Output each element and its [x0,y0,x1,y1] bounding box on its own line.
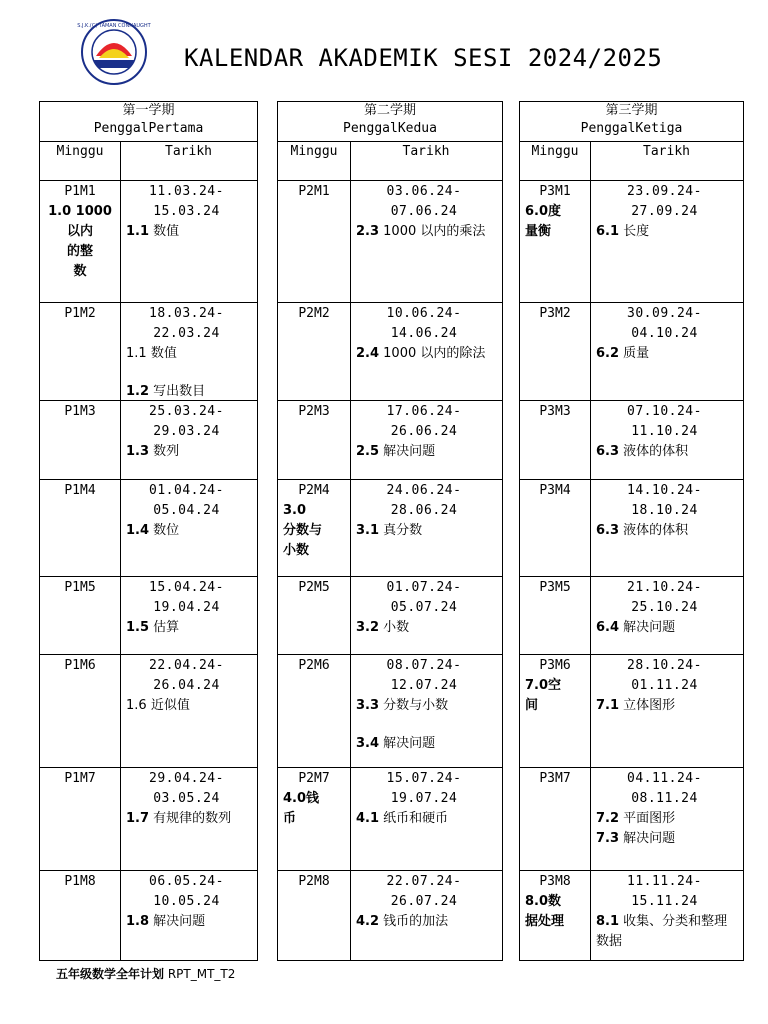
week-cell [40,182,120,282]
date-start: 21.10.24- [627,580,702,595]
date-start: 25.03.24- [149,404,224,419]
week-label: P3M5 [539,580,571,595]
date-end: 26.06.24 [390,424,458,439]
topic-text: 数位 [149,523,180,538]
topic-number: 3.1 [356,523,380,538]
topic-text: 液体的体积 [619,523,689,538]
week-cell [40,402,120,422]
week-cell [278,182,350,202]
week-cell [520,402,590,422]
week-label: P3M2 [539,306,571,321]
page-title: KALENDAR AKADEMIK SESI 2024/2025 [184,44,663,72]
topic-text: 估算 [149,620,180,635]
topic-text: 液体的体积 [619,444,689,459]
unit-title: 8.0数 [525,894,562,909]
date-cell [350,769,498,829]
date-start: 15.04.24- [149,580,224,595]
topic-text: 真分数 [379,523,423,538]
term-title: PenggalPertama [93,121,204,136]
topic-item [590,521,739,541]
term-table-1 [39,101,258,961]
topic-item [590,809,739,829]
column-header-date: Tarikh [643,144,690,159]
date-cell [590,402,739,462]
date-start: 24.06.24- [386,483,462,498]
week-cell [278,769,350,829]
topic-number: 3.4 [356,736,380,751]
topic-item [120,442,253,462]
column-header-week: Minggu [56,144,104,159]
column-header-row [520,141,743,181]
week-cell [520,872,590,932]
table-row [520,302,743,401]
topic-number: 4.1 [356,811,380,826]
topic-number: 7.2 [596,811,620,826]
table-row [278,767,502,871]
week-cell [520,578,590,598]
topic-text: 立体图形 [619,698,676,713]
date-start: 15.07.24- [386,771,462,786]
date-end: 19.07.24 [390,791,458,806]
column-header-row [278,141,502,181]
term-title: PenggalKedua [343,121,437,136]
topic-number: 1.1 [126,346,147,361]
term-header [520,102,743,142]
table-row [278,302,502,401]
unit-title: 1.0 1000 [48,204,112,219]
topic-item [350,222,498,242]
topic-number: 1.3 [126,444,150,459]
term-table-2 [277,101,503,961]
week-label: P3M3 [539,404,571,419]
topic-text: 1000 以内的除法 [379,346,486,361]
week-label: P1M3 [64,404,96,419]
topic-text: 质量 [619,346,650,361]
topic-item [590,222,739,242]
date-start: 03.06.24- [386,184,462,199]
topic-text: 纸币和硬币 [379,811,449,826]
topic-item [120,344,253,364]
date-cell [590,872,739,952]
week-cell [520,304,590,324]
unit-title: 量衡 [525,224,552,239]
term-title-zh: 第二学期 [363,103,416,118]
topic-item [590,696,739,716]
date-cell [590,304,739,364]
table-row [278,180,502,303]
topic-text: 写出数目 [149,384,206,399]
date-cell [120,656,253,716]
date-start: 29.04.24- [149,771,224,786]
unit-title: 分数与 [283,523,323,538]
unit-title: 间 [525,698,539,713]
date-cell [120,304,253,402]
week-label: P2M8 [298,874,330,889]
topic-text: 钱币的加法 [379,914,449,929]
week-label: P2M5 [298,580,330,595]
topic-text: 解决问题 [619,620,676,635]
topic-text: 分数与小数 [379,698,449,713]
date-start: 11.11.24- [627,874,702,889]
topic-text: 小数 [379,620,410,635]
unit-title: 7.0空 [525,678,562,693]
footer-note: 五年级数学全年计划 RPT_MT_T2 [56,967,236,981]
week-cell [40,656,120,676]
topic-number: 2.3 [356,224,380,239]
date-start: 04.11.24- [627,771,702,786]
unit-title: 小数 [283,543,310,558]
date-start: 01.04.24- [149,483,224,498]
week-cell [520,769,590,789]
week-label: P1M8 [64,874,96,889]
week-label: P3M7 [539,771,571,786]
date-cell [350,402,498,462]
topic-text: 长度 [619,224,650,239]
topic-item [350,809,498,829]
week-label: P3M4 [539,483,571,498]
week-label: P2M2 [298,306,330,321]
date-start: 07.10.24- [627,404,702,419]
topic-item [590,618,739,638]
date-start: 08.07.24- [386,658,462,673]
topic-number: 1.2 [126,384,150,399]
date-start: 28.10.24- [627,658,702,673]
topic-item [120,618,253,638]
unit-title: 币 [283,811,297,826]
week-cell [278,481,350,561]
topic-number: 3.3 [356,698,380,713]
week-cell [520,182,590,242]
topic-text: 数值 [149,224,180,239]
week-cell [40,769,120,789]
table-row [40,654,257,768]
table-row [278,654,502,768]
topic-text: 解决问题 [619,831,676,846]
unit-title: 6.0度 [525,204,562,219]
date-start: 10.06.24- [386,306,462,321]
date-end: 26.07.24 [390,894,458,909]
date-end: 19.04.24 [153,600,220,615]
column-header-row [40,141,257,181]
date-end: 08.11.24 [631,791,698,806]
date-start: 22.04.24- [149,658,224,673]
column-header-week: Minggu [290,144,338,159]
week-label: P2M1 [298,184,330,199]
topic-item [590,344,739,364]
date-end: 12.07.24 [390,678,458,693]
topic-item [350,442,498,462]
topic-number: 6.2 [596,346,620,361]
topic-item [350,344,498,364]
table-row [520,767,743,871]
topic-number: 6.3 [596,523,620,538]
week-cell [520,481,590,501]
date-cell [590,182,739,242]
topic-item [350,912,498,932]
date-end: 28.06.24 [390,503,458,518]
week-label: P1M7 [64,771,96,786]
column-header-date: Tarikh [402,144,450,159]
week-cell [40,872,120,892]
date-cell [590,481,739,541]
week-label: P1M2 [64,306,96,321]
week-label: P2M3 [298,404,330,419]
topic-text: 数值 [146,346,177,361]
date-end: 14.06.24 [390,326,458,341]
table-row [520,479,743,577]
date-cell [350,578,498,638]
topic-item [120,696,253,716]
date-end: 27.09.24 [631,204,698,219]
unit-title: 3.0 [283,503,307,518]
topic-number: 6.4 [596,620,620,635]
date-end: 11.10.24 [631,424,698,439]
date-start: 17.06.24- [386,404,462,419]
table-row [278,576,502,655]
topic-number: 7.1 [596,698,620,713]
table-row [520,400,743,480]
table-row [40,479,257,577]
date-end: 25.10.24 [631,600,698,615]
date-cell [590,656,739,716]
date-start: 11.03.24- [149,184,224,199]
topic-text: 近似值 [146,698,190,713]
date-start: 18.03.24- [149,306,224,321]
topic-number: 1.5 [126,620,150,635]
date-cell [120,872,253,932]
week-cell [40,578,120,598]
date-cell [120,578,253,638]
week-label: P3M8 [539,874,571,889]
date-start: 22.07.24- [386,874,462,889]
date-start: 14.10.24- [627,483,702,498]
school-logo [74,18,154,86]
week-label: P2M4 [298,483,330,498]
unit-title: 数 [73,264,87,279]
date-start: 30.09.24- [627,306,702,321]
week-label: P3M6 [539,658,571,673]
date-cell [350,304,498,364]
table-row [40,576,257,655]
topic-item [350,696,498,716]
week-cell [278,656,350,676]
date-end: 05.04.24 [153,503,220,518]
column-header-week: Minggu [531,144,579,159]
week-label: P1M4 [64,483,96,498]
week-cell [278,304,350,324]
date-end: 22.03.24 [153,326,220,341]
topic-number: 7.3 [596,831,620,846]
topic-number: 2.4 [356,346,380,361]
topic-text: 解决问题 [149,914,206,929]
date-end: 15.03.24 [153,204,220,219]
topic-text: 平面图形 [619,811,676,826]
column-header-date: Tarikh [165,144,212,159]
week-label: P2M6 [298,658,330,673]
date-cell [120,769,253,829]
date-cell [350,182,498,242]
topic-text: 1000 以内的乘法 [379,224,486,239]
week-cell [40,304,120,324]
date-end: 26.04.24 [153,678,220,693]
week-cell [278,402,350,422]
table-row [520,654,743,768]
date-cell [350,872,498,932]
date-end: 29.03.24 [153,424,220,439]
date-end: 01.11.24 [631,678,698,693]
date-end: 15.11.24 [631,894,698,909]
date-end: 07.06.24 [390,204,458,219]
table-row [278,400,502,480]
table-row [40,302,257,401]
date-start: 06.05.24- [149,874,224,889]
week-label: P1M1 [64,184,96,199]
date-cell [590,769,739,849]
topic-text: 数列 [149,444,180,459]
topic-number: 6.3 [596,444,620,459]
date-cell [350,481,498,541]
week-cell [520,656,590,716]
topic-item [350,521,498,541]
table-row [520,576,743,655]
topic-text: 解决问题 [379,736,436,751]
topic-item [350,734,498,754]
date-cell [350,656,498,754]
date-end: 10.05.24 [153,894,220,909]
term-title: PenggalKetiga [580,121,683,136]
topic-item [590,829,739,849]
table-row [278,870,502,961]
week-label: P1M6 [64,658,96,673]
week-cell [40,481,120,501]
topic-item [120,382,253,402]
table-row [40,870,257,961]
unit-title: 据处理 [525,914,565,929]
topic-number: 1.6 [126,698,147,713]
table-row [520,180,743,303]
unit-title: 的整 [66,244,93,259]
topic-number: 1.8 [126,914,150,929]
week-label: P1M5 [64,580,96,595]
term-title-zh: 第三学期 [605,103,658,118]
term-header [40,102,257,142]
date-end: 18.10.24 [631,503,698,518]
topic-number: 4.2 [356,914,380,929]
date-cell [120,182,253,242]
week-cell [278,872,350,892]
term-header [278,102,502,142]
svg-text:S.J.K.(C) TAMAN CONNAUGHT: S.J.K.(C) TAMAN CONNAUGHT [77,23,151,29]
topic-number: 1.7 [126,811,150,826]
topic-text: 收集、分类和整理数据 [596,914,728,949]
topic-number: 1.1 [126,224,150,239]
topic-number: 1.4 [126,523,150,538]
date-start: 01.07.24- [386,580,462,595]
table-row [278,479,502,577]
topic-item [120,809,253,829]
date-start: 23.09.24- [627,184,702,199]
topic-number: 8.1 [596,914,620,929]
topic-number: 6.1 [596,224,620,239]
topic-text: 有规律的数列 [149,811,232,826]
table-row [40,400,257,480]
date-cell [120,402,253,462]
week-cell [278,578,350,598]
date-end: 04.10.24 [631,326,698,341]
topic-item [120,912,253,932]
term-title-zh: 第一学期 [122,103,175,118]
topic-number: 3.2 [356,620,380,635]
topic-item [590,442,739,462]
topic-number: 2.5 [356,444,380,459]
unit-title: 以内 [66,224,93,239]
term-table-3 [519,101,744,961]
topic-text: 解决问题 [379,444,436,459]
table-row [40,767,257,871]
table-row [40,180,257,303]
table-row [520,870,743,961]
week-label: P3M1 [539,184,571,199]
topic-item [590,912,739,952]
topic-item [120,521,253,541]
week-label: P2M7 [298,771,330,786]
unit-title: 4.0钱 [283,791,320,806]
date-cell [590,578,739,638]
topic-item [350,618,498,638]
date-cell [120,481,253,541]
date-end: 03.05.24 [153,791,220,806]
date-end: 05.07.24 [390,600,458,615]
topic-item [120,222,253,242]
